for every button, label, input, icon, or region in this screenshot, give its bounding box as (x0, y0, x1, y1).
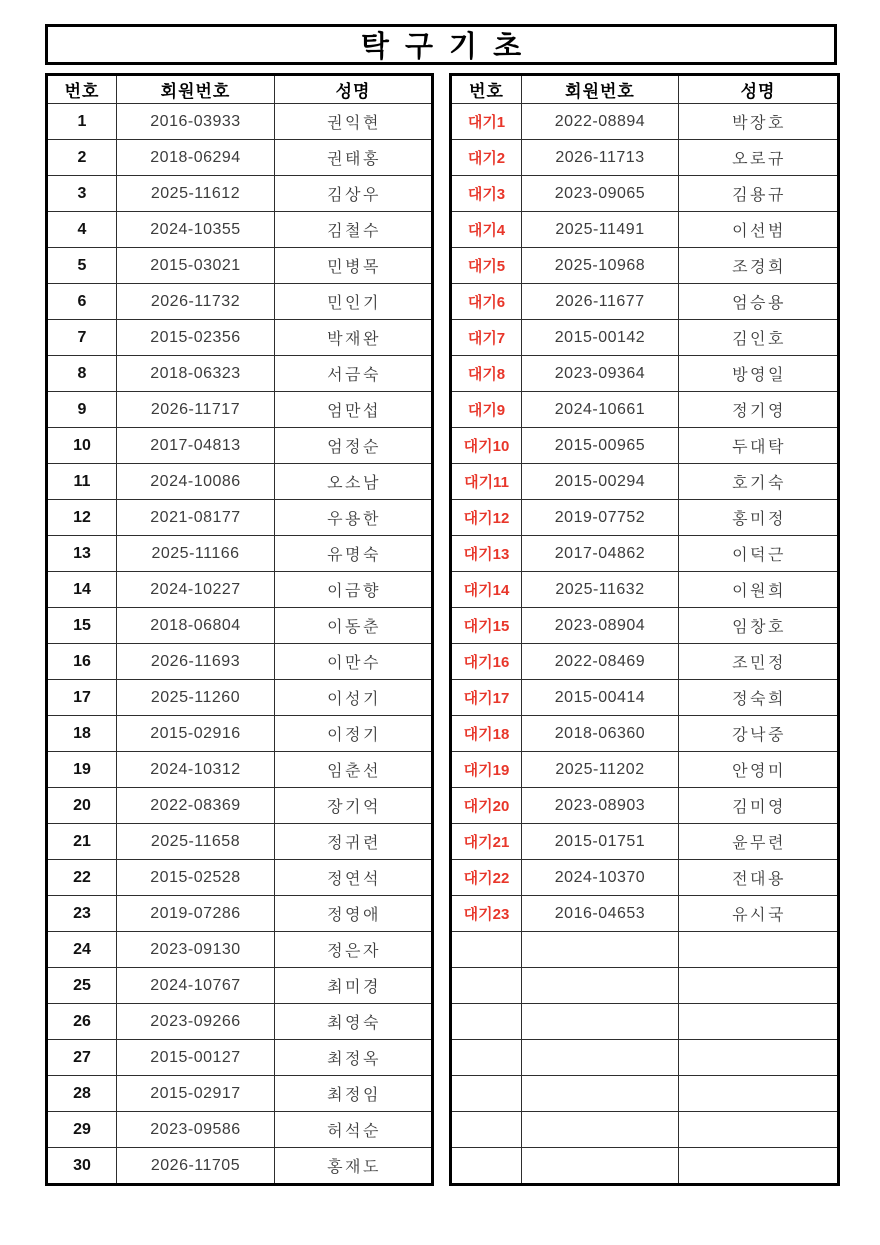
row-number-cell (451, 968, 522, 1004)
member-number-cell: 2015-00294 (522, 464, 679, 500)
member-number-cell: 2024-10086 (117, 464, 275, 500)
name-cell: 강낙중 (679, 716, 839, 752)
table-row (451, 140, 839, 176)
member-number-cell: 2023-08903 (522, 788, 679, 824)
row-number-cell: 20 (47, 788, 117, 824)
row-number-cell: 대기1 (451, 104, 522, 140)
table-row (47, 644, 433, 680)
name-cell: 전대용 (679, 860, 839, 896)
name-cell: 장기억 (275, 788, 433, 824)
row-number-cell: 30 (47, 1148, 117, 1185)
row-number-cell (451, 1004, 522, 1040)
header-row (451, 75, 839, 104)
member-number-cell: 2024-10355 (117, 212, 275, 248)
row-number-cell: 대기15 (451, 608, 522, 644)
row-number-cell: 대기14 (451, 572, 522, 608)
name-cell: 오소남 (275, 464, 433, 500)
table-row (47, 1148, 433, 1185)
member-number-cell: 2015-01751 (522, 824, 679, 860)
member-number-cell: 2024-10227 (117, 572, 275, 608)
row-number-cell: 4 (47, 212, 117, 248)
name-cell: 이성기 (275, 680, 433, 716)
table-row (47, 284, 433, 320)
row-number-cell: 19 (47, 752, 117, 788)
name-cell: 최영숙 (275, 1004, 433, 1040)
table-row (451, 644, 839, 680)
name-cell: 정숙희 (679, 680, 839, 716)
table-row (451, 500, 839, 536)
name-cell: 홍재도 (275, 1148, 433, 1185)
member-number-cell (522, 1076, 679, 1112)
row-number-cell: 5 (47, 248, 117, 284)
member-number-cell: 2026-11677 (522, 284, 679, 320)
member-number-cell: 2025-11491 (522, 212, 679, 248)
row-number-cell (451, 1148, 522, 1185)
table-row (451, 248, 839, 284)
row-number-cell: 7 (47, 320, 117, 356)
table-row (451, 716, 839, 752)
row-number-cell: 9 (47, 392, 117, 428)
member-number-cell: 2015-02356 (117, 320, 275, 356)
member-number-cell (522, 1040, 679, 1076)
name-cell: 이덕근 (679, 536, 839, 572)
name-cell: 안영미 (679, 752, 839, 788)
table-row (451, 572, 839, 608)
name-cell: 김상우 (275, 176, 433, 212)
name-cell: 정귀련 (275, 824, 433, 860)
name-cell: 이동춘 (275, 608, 433, 644)
member-table-right-waitlist (449, 73, 840, 1186)
table-row (451, 212, 839, 248)
name-cell: 민인기 (275, 284, 433, 320)
row-number-cell: 15 (47, 608, 117, 644)
member-number-cell: 2018-06804 (117, 608, 275, 644)
table-row (451, 788, 839, 824)
table-row (451, 176, 839, 212)
table-row (47, 860, 433, 896)
row-number-cell: 29 (47, 1112, 117, 1148)
member-number-cell: 2023-09364 (522, 356, 679, 392)
member-number-cell: 2015-00127 (117, 1040, 275, 1076)
member-number-cell: 2023-09065 (522, 176, 679, 212)
table-row-empty (451, 932, 839, 968)
name-cell: 이선범 (679, 212, 839, 248)
table-row (47, 932, 433, 968)
member-number-cell: 2024-10661 (522, 392, 679, 428)
member-number-cell: 2025-11632 (522, 572, 679, 608)
row-number-cell (451, 1076, 522, 1112)
row-number-cell: 대기6 (451, 284, 522, 320)
member-number-cell: 2015-02528 (117, 860, 275, 896)
member-number-cell: 2025-11260 (117, 680, 275, 716)
name-cell (679, 932, 839, 968)
table-row (451, 464, 839, 500)
table-row (47, 788, 433, 824)
table-row-empty (451, 1004, 839, 1040)
name-cell: 허석순 (275, 1112, 433, 1148)
member-number-cell: 2022-08369 (117, 788, 275, 824)
row-number-cell: 1 (47, 104, 117, 140)
table-row (47, 1076, 433, 1112)
row-number-cell (451, 1040, 522, 1076)
name-cell: 엄정순 (275, 428, 433, 464)
member-number-cell: 2022-08469 (522, 644, 679, 680)
row-number-cell: 6 (47, 284, 117, 320)
member-number-cell: 2026-11693 (117, 644, 275, 680)
row-number-cell: 16 (47, 644, 117, 680)
table-row (47, 212, 433, 248)
table-row (451, 428, 839, 464)
table-row (47, 680, 433, 716)
member-number-cell: 2025-10968 (522, 248, 679, 284)
name-cell: 홍미정 (679, 500, 839, 536)
row-number-cell: 대기22 (451, 860, 522, 896)
row-number-cell: 대기3 (451, 176, 522, 212)
table-row (47, 104, 433, 140)
table-row (47, 752, 433, 788)
row-number-cell: 13 (47, 536, 117, 572)
member-number-cell: 2024-10312 (117, 752, 275, 788)
name-cell: 권태홍 (275, 140, 433, 176)
name-cell: 우용한 (275, 500, 433, 536)
table-row (47, 356, 433, 392)
name-cell: 권익현 (275, 104, 433, 140)
row-number-cell: 대기7 (451, 320, 522, 356)
member-number-cell (522, 1148, 679, 1185)
column-header-name: 성명 (275, 75, 433, 104)
name-cell: 오로규 (679, 140, 839, 176)
member-table-right-body (451, 104, 839, 1185)
row-number-cell: 23 (47, 896, 117, 932)
name-cell: 박재완 (275, 320, 433, 356)
row-number-cell: 12 (47, 500, 117, 536)
table-row (47, 1040, 433, 1076)
row-number-cell: 대기2 (451, 140, 522, 176)
name-cell: 서금숙 (275, 356, 433, 392)
column-header-name: 성명 (679, 75, 839, 104)
row-number-cell: 대기21 (451, 824, 522, 860)
member-number-cell: 2018-06294 (117, 140, 275, 176)
row-number-cell: 대기11 (451, 464, 522, 500)
row-number-cell: 21 (47, 824, 117, 860)
member-number-cell: 2023-09130 (117, 932, 275, 968)
table-row-empty (451, 1148, 839, 1185)
page-title-box (45, 24, 837, 65)
table-row (451, 356, 839, 392)
member-number-cell: 2015-02917 (117, 1076, 275, 1112)
name-cell: 이만수 (275, 644, 433, 680)
table-row (47, 248, 433, 284)
table-row-empty (451, 1040, 839, 1076)
name-cell (679, 1040, 839, 1076)
member-number-cell: 2016-04653 (522, 896, 679, 932)
member-number-cell: 2018-06323 (117, 356, 275, 392)
table-row (47, 500, 433, 536)
name-cell: 엄승용 (679, 284, 839, 320)
row-number-cell: 28 (47, 1076, 117, 1112)
table-row (451, 104, 839, 140)
table-row (47, 608, 433, 644)
table-row (451, 392, 839, 428)
name-cell (679, 1112, 839, 1148)
table-row (451, 680, 839, 716)
name-cell (679, 1148, 839, 1185)
table-row (451, 896, 839, 932)
member-number-cell: 2018-06360 (522, 716, 679, 752)
name-cell: 임춘선 (275, 752, 433, 788)
member-number-cell: 2026-11705 (117, 1148, 275, 1185)
member-number-cell: 2023-09586 (117, 1112, 275, 1148)
name-cell: 정은자 (275, 932, 433, 968)
page-title: 탁 구 기 초 (360, 31, 526, 63)
name-cell: 조경희 (679, 248, 839, 284)
row-number-cell (451, 932, 522, 968)
name-cell: 윤무련 (679, 824, 839, 860)
column-header-no: 번호 (47, 75, 117, 104)
member-number-cell (522, 932, 679, 968)
row-number-cell: 대기18 (451, 716, 522, 752)
table-row (451, 752, 839, 788)
name-cell: 호기숙 (679, 464, 839, 500)
row-number-cell: 17 (47, 680, 117, 716)
member-number-cell: 2015-00965 (522, 428, 679, 464)
name-cell: 최미경 (275, 968, 433, 1004)
table-row (47, 176, 433, 212)
table-row (47, 464, 433, 500)
table-row (451, 320, 839, 356)
name-cell: 민병목 (275, 248, 433, 284)
member-table-left-body (47, 104, 433, 1185)
member-number-cell: 2019-07286 (117, 896, 275, 932)
name-cell: 이원희 (679, 572, 839, 608)
name-cell: 박장호 (679, 104, 839, 140)
table-row (47, 536, 433, 572)
table-row-empty (451, 1112, 839, 1148)
member-number-cell: 2023-08904 (522, 608, 679, 644)
row-number-cell: 대기13 (451, 536, 522, 572)
name-cell: 최정임 (275, 1076, 433, 1112)
row-number-cell: 대기5 (451, 248, 522, 284)
name-cell: 정기영 (679, 392, 839, 428)
row-number-cell: 10 (47, 428, 117, 464)
member-number-cell: 2026-11717 (117, 392, 275, 428)
member-number-cell: 2019-07752 (522, 500, 679, 536)
member-number-cell (522, 1004, 679, 1040)
name-cell (679, 1004, 839, 1040)
name-cell: 최정옥 (275, 1040, 433, 1076)
member-number-cell: 2016-03933 (117, 104, 275, 140)
name-cell: 방영일 (679, 356, 839, 392)
table-row (47, 1004, 433, 1040)
header-row (47, 75, 433, 104)
table-row-empty (451, 968, 839, 1004)
member-number-cell: 2015-03021 (117, 248, 275, 284)
row-number-cell: 14 (47, 572, 117, 608)
row-number-cell: 대기16 (451, 644, 522, 680)
table-row (47, 320, 433, 356)
column-header-member-no: 회원번호 (522, 75, 679, 104)
row-number-cell: 대기4 (451, 212, 522, 248)
row-number-cell: 24 (47, 932, 117, 968)
member-number-cell: 2026-11713 (522, 140, 679, 176)
member-number-cell: 2024-10370 (522, 860, 679, 896)
table-row (47, 1112, 433, 1148)
row-number-cell: 3 (47, 176, 117, 212)
name-cell: 조민정 (679, 644, 839, 680)
row-number-cell: 대기8 (451, 356, 522, 392)
name-cell: 유명숙 (275, 536, 433, 572)
name-cell: 이금향 (275, 572, 433, 608)
name-cell: 엄만섭 (275, 392, 433, 428)
member-number-cell (522, 968, 679, 1004)
table-row (47, 716, 433, 752)
name-cell: 김철수 (275, 212, 433, 248)
row-number-cell: 대기12 (451, 500, 522, 536)
table-row (47, 140, 433, 176)
name-cell: 이정기 (275, 716, 433, 752)
name-cell: 김인호 (679, 320, 839, 356)
name-cell (679, 1076, 839, 1112)
row-number-cell: 11 (47, 464, 117, 500)
name-cell: 김용규 (679, 176, 839, 212)
member-number-cell: 2026-11732 (117, 284, 275, 320)
name-cell: 정연석 (275, 860, 433, 896)
row-number-cell: 26 (47, 1004, 117, 1040)
name-cell: 두대탁 (679, 428, 839, 464)
table-row-empty (451, 1076, 839, 1112)
table-row (47, 896, 433, 932)
member-number-cell: 2022-08894 (522, 104, 679, 140)
table-row (47, 968, 433, 1004)
member-number-cell: 2015-00142 (522, 320, 679, 356)
member-number-cell: 2025-11658 (117, 824, 275, 860)
table-row (451, 284, 839, 320)
table-row (47, 824, 433, 860)
row-number-cell: 대기19 (451, 752, 522, 788)
member-number-cell (522, 1112, 679, 1148)
name-cell: 정영애 (275, 896, 433, 932)
member-number-cell: 2017-04862 (522, 536, 679, 572)
member-number-cell: 2025-11166 (117, 536, 275, 572)
row-number-cell (451, 1112, 522, 1148)
table-row (451, 860, 839, 896)
name-cell (679, 968, 839, 1004)
table-row (47, 392, 433, 428)
member-number-cell: 2023-09266 (117, 1004, 275, 1040)
row-number-cell: 대기23 (451, 896, 522, 932)
name-cell: 임창호 (679, 608, 839, 644)
member-number-cell: 2025-11202 (522, 752, 679, 788)
row-number-cell: 대기9 (451, 392, 522, 428)
table-row (451, 824, 839, 860)
row-number-cell: 8 (47, 356, 117, 392)
name-cell: 김미영 (679, 788, 839, 824)
row-number-cell: 대기10 (451, 428, 522, 464)
member-number-cell: 2017-04813 (117, 428, 275, 464)
member-number-cell: 2015-00414 (522, 680, 679, 716)
member-table-left (45, 73, 434, 1186)
member-number-cell: 2015-02916 (117, 716, 275, 752)
table-row (451, 536, 839, 572)
table-row (47, 428, 433, 464)
row-number-cell: 대기20 (451, 788, 522, 824)
table-row (451, 608, 839, 644)
row-number-cell: 25 (47, 968, 117, 1004)
member-number-cell: 2021-08177 (117, 500, 275, 536)
row-number-cell: 18 (47, 716, 117, 752)
name-cell: 유시국 (679, 896, 839, 932)
table-row (47, 572, 433, 608)
row-number-cell: 22 (47, 860, 117, 896)
column-header-no: 번호 (451, 75, 522, 104)
row-number-cell: 대기17 (451, 680, 522, 716)
member-number-cell: 2025-11612 (117, 176, 275, 212)
row-number-cell: 27 (47, 1040, 117, 1076)
column-header-member-no: 회원번호 (117, 75, 275, 104)
member-number-cell: 2024-10767 (117, 968, 275, 1004)
row-number-cell: 2 (47, 140, 117, 176)
